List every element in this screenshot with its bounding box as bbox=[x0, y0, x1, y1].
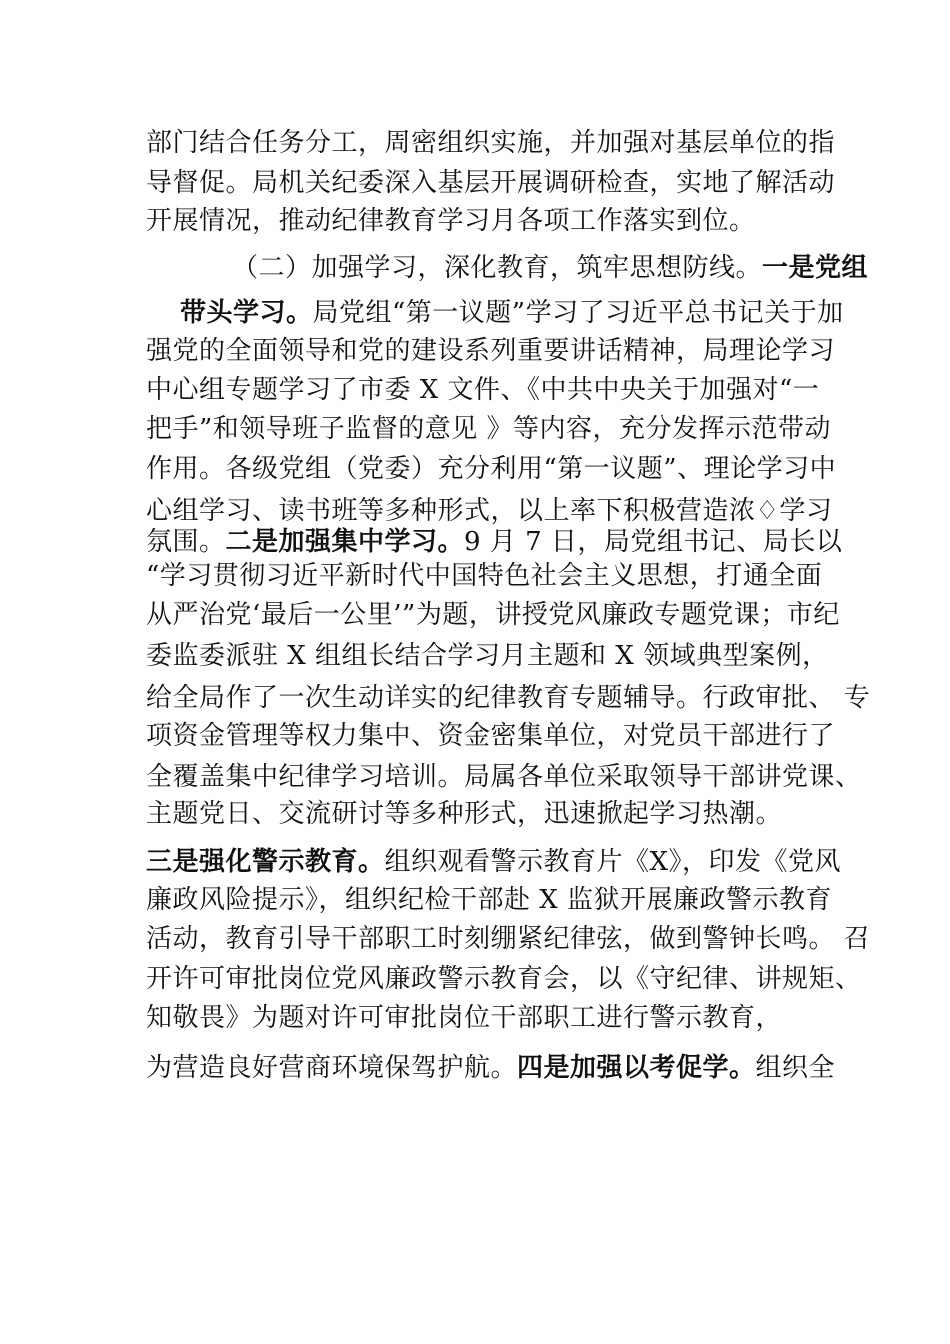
body-text: 强党的全面领导和党的建设系列重要讲话精神，局理论学习 bbox=[146, 336, 836, 366]
text-line bbox=[146, 681, 870, 715]
text-line bbox=[180, 296, 844, 330]
text-line bbox=[232, 251, 868, 285]
text-line bbox=[146, 452, 836, 486]
text-line bbox=[146, 559, 822, 593]
bold-heading-text: 四是加强以考促学。 bbox=[517, 1053, 756, 1083]
bold-heading-text: 带头学习。 bbox=[180, 298, 313, 328]
text-line bbox=[146, 1051, 835, 1085]
text-line bbox=[146, 962, 862, 996]
body-text: 作用。各级党组（党委）充分利用“第一议题”、理论学习中 bbox=[146, 454, 837, 484]
body-text: 主题党日、交流研讨等多种形式，迅速掀起学习热潮。 bbox=[146, 799, 783, 829]
text-line bbox=[146, 494, 832, 528]
body-text: 9 月 7 日，局党组书记、局长以 bbox=[464, 527, 843, 557]
body-text: 为营造良好营商环境保驾护航。 bbox=[146, 1053, 518, 1083]
bold-heading-text: 三是强化警示教育。 bbox=[146, 847, 385, 877]
body-text: 廉政风险提示》，组织纪检干部赴 X 监狱开展廉政警示教育 bbox=[146, 885, 833, 915]
body-text: 开展情况，推动纪律教育学习月各项工作落实到位。 bbox=[146, 206, 756, 236]
text-line bbox=[146, 719, 835, 753]
body-text: 给全局作了一次生动详实的纪律教育专题辅导。行政审批、 专 bbox=[146, 683, 871, 713]
body-text: “学习贯彻习近平新时代中国特色社会主义思想，打通全面 bbox=[146, 561, 823, 591]
bold-heading-text: 一是党组 bbox=[762, 253, 869, 283]
text-line bbox=[146, 126, 835, 160]
text-line bbox=[146, 412, 831, 446]
body-text: 学习 bbox=[779, 496, 833, 526]
body-text: 心组学习、读书班等多种形式，以上率下积极营造浓 bbox=[146, 496, 756, 526]
text-line bbox=[146, 373, 819, 407]
body-text: 项资金管理等权力集中、资金密集单位，对党员干部进行了 bbox=[146, 721, 836, 751]
body-text: 部门结合任务分工，周密组织实施，并加强对基层单位的指 bbox=[146, 128, 836, 158]
text-line bbox=[146, 1001, 782, 1035]
body-text: 组织观看警示教育片《X》，印发《党风 bbox=[384, 847, 842, 877]
body-text: 全覆盖集中纪律学习培训。局属各单位采取领导干部讲党课、 bbox=[146, 762, 862, 792]
body-text: 从严治党‘最后一公里’”为题，讲授党风廉政专题党课；市纪 bbox=[146, 600, 840, 630]
body-text: 组织全 bbox=[755, 1053, 836, 1083]
text-line bbox=[146, 797, 782, 831]
body-text: 把手”和领导班子监督的意见 》等内容，充分发挥示范带动 bbox=[146, 414, 832, 444]
text-line bbox=[146, 760, 862, 794]
text-line bbox=[146, 598, 840, 632]
text-line bbox=[146, 204, 756, 238]
body-text: 中心组专题学习了市委 X 文件、《中共中央关于加强对“一 bbox=[146, 375, 820, 405]
text-line bbox=[146, 883, 832, 917]
body-text: 局党组“第一议题”学习了习近平总书记关于加 bbox=[312, 298, 844, 328]
body-text: 知敬畏》为题对许可审批岗位干部职工进行警示教育， bbox=[146, 1003, 783, 1033]
bold-heading-text: 二是加强集中学习。 bbox=[225, 527, 465, 557]
body-text: 导督促。局机关纪委深入基层开展调研检查，实地了解活动 bbox=[146, 168, 836, 198]
text-line bbox=[146, 845, 841, 879]
text-line bbox=[146, 922, 870, 956]
body-text: 氛围。 bbox=[146, 527, 226, 557]
body-text: 开许可审批岗位党风廉政警示教育会，以《守纪律、讲规矩、 bbox=[146, 964, 862, 994]
body-text: 委监委派驻 X 组组长结合学习月主题和 X 领域典型案例， bbox=[146, 641, 829, 671]
body-text: ♢ bbox=[755, 496, 780, 526]
body-text: 活动，教育引导干部职工时刻绷紧纪律弦，做到警钟长鸣。 召 bbox=[146, 924, 871, 954]
text-line bbox=[146, 334, 835, 368]
body-text: （二）加强学习，深化教育，筑牢思想防线。 bbox=[232, 253, 763, 283]
text-line bbox=[146, 166, 835, 200]
text-line bbox=[146, 639, 829, 673]
text-line bbox=[146, 525, 842, 559]
